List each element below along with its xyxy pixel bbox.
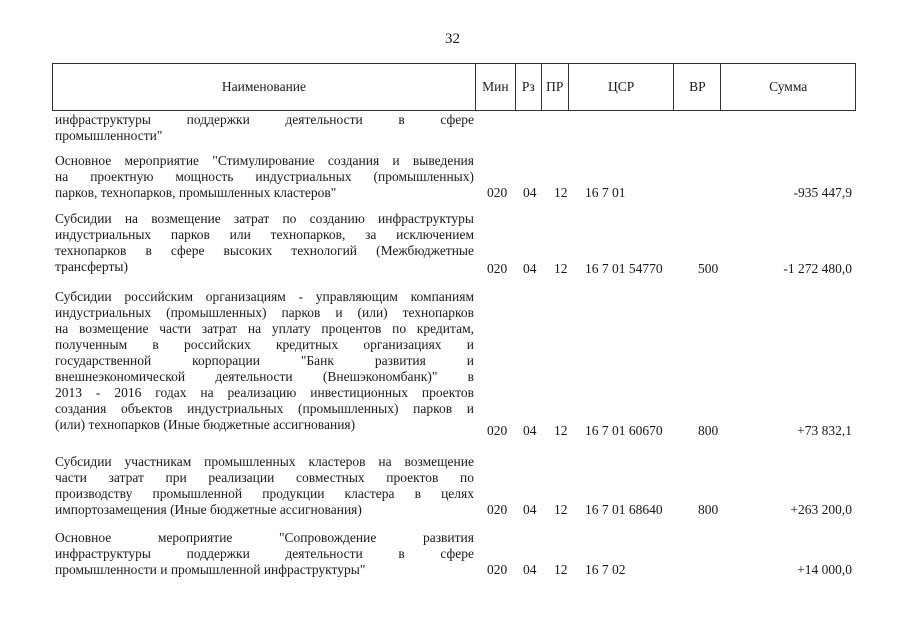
header-sum: Сумма: [769, 79, 808, 94]
table-row: [52, 530, 856, 580]
row-name-line: Основное мероприятие "Стимулирование создания и выведения: [55, 153, 474, 168]
row-name-line: части затрат при реализации совместных проектов по: [55, 470, 474, 485]
cell-pr: 12: [554, 261, 568, 276]
cell-csr: 16 7 02: [585, 562, 626, 577]
row-name: [55, 454, 474, 518]
cell-min: 020: [487, 502, 508, 517]
cell-sum: -1 272 480,0: [783, 261, 852, 276]
table-row: [52, 112, 856, 146]
row-name: [55, 153, 474, 201]
cell-sum: -935 447,9: [793, 185, 852, 200]
cell-rz: 04: [523, 562, 537, 577]
cell-sum: +263 200,0: [790, 502, 852, 517]
page-number: 32: [445, 31, 460, 47]
cell-csr: 16 7 01 60670: [585, 423, 663, 438]
row-name-line: промышленности и промышленной инфраструктуры": [55, 562, 366, 577]
row-name-line: 2013 - 2016 годах на реализацию инвестиционных проектов: [55, 385, 474, 400]
cell-pr: 12: [554, 562, 568, 577]
cell-min: 020: [487, 562, 508, 577]
row-name: [55, 112, 474, 144]
cell-pr: 12: [554, 423, 568, 438]
cell-sum: +73 832,1: [797, 423, 852, 438]
row-name-line: инфраструктуры поддержки деятельности в сфере: [55, 546, 474, 561]
cell-min: 020: [487, 423, 508, 438]
row-name-line: парков, технопарков, промышленных кластеров": [55, 185, 337, 200]
row-name-line: полученным в российских кредитных организациях и: [55, 337, 474, 352]
table-row: [52, 454, 856, 520]
cell-vr: 800: [698, 502, 719, 517]
cell-pr: 12: [554, 185, 568, 200]
cell-rz: 04: [523, 423, 537, 438]
cell-csr: 16 7 01 68640: [585, 502, 663, 517]
row-name-line: на проектную мощность индустриальных (промышленных): [55, 169, 474, 184]
row-name-line: технопарков в сфере высоких технологий (Межбюджетные: [55, 243, 474, 258]
table-row: [52, 211, 856, 277]
row-name-line: индустриальных (промышленных) парков и (или) технопарков: [55, 305, 474, 320]
cell-vr: 800: [698, 423, 719, 438]
row-name-line: индустриальных парков или технопарков, за исключением: [55, 227, 474, 242]
row-name-line: (или) технопарков (Иные бюджетные ассигнования): [55, 417, 356, 432]
row-name-line: создания объектов индустриальных (промышленных) парков и: [55, 401, 474, 416]
row-name-line: производству промышленной продукции кластера в целях: [55, 486, 474, 501]
header-pr: ПР: [542, 64, 569, 110]
row-name: [55, 289, 474, 433]
row-name-line: промышленности": [55, 128, 163, 143]
header-min: Мин: [476, 64, 516, 110]
header-rz: Рз: [516, 64, 542, 110]
cell-csr: 16 7 01 54770: [585, 261, 663, 276]
row-name-line: трансферты): [55, 259, 128, 274]
cell-rz: 04: [523, 261, 537, 276]
cell-min: 020: [487, 261, 508, 276]
row-name-line: внешнеэкономической деятельности (Внешэкономбанк)" в: [55, 369, 474, 384]
row-name-line: Субсидии российским организациям - управляющим компаниям: [55, 289, 474, 304]
cell-csr: 16 7 01: [585, 185, 626, 200]
cell-rz: 04: [523, 502, 537, 517]
table-row: [52, 289, 856, 439]
cell-vr: 500: [698, 261, 719, 276]
row-name-line: Основное мероприятие "Сопровождение развития: [55, 530, 474, 545]
row-name: [55, 530, 474, 578]
header-csr: ЦСР: [569, 64, 675, 110]
table-row: [52, 153, 856, 203]
row-name-line: на возмещение части затрат на уплату процентов по кредитам,: [55, 321, 474, 336]
header-vr: ВР: [674, 64, 721, 110]
header-name: Наименование: [53, 64, 476, 110]
table-header: [52, 63, 856, 111]
row-name-line: Субсидии участникам промышленных кластеров на возмещение: [55, 454, 474, 469]
cell-rz: 04: [523, 185, 537, 200]
row-name-line: импортозамещения (Иные бюджетные ассигнования): [55, 502, 362, 517]
row-name-line: государственной корпорации "Банк развития и: [55, 353, 474, 368]
row-name: [55, 211, 474, 275]
row-name-line: Субсидии на возмещение затрат по созданию инфраструктуры: [55, 211, 474, 226]
row-name-line: инфраструктуры поддержки деятельности в сфере: [55, 112, 474, 127]
cell-min: 020: [487, 185, 508, 200]
cell-sum: +14 000,0: [797, 562, 852, 577]
cell-pr: 12: [554, 502, 568, 517]
